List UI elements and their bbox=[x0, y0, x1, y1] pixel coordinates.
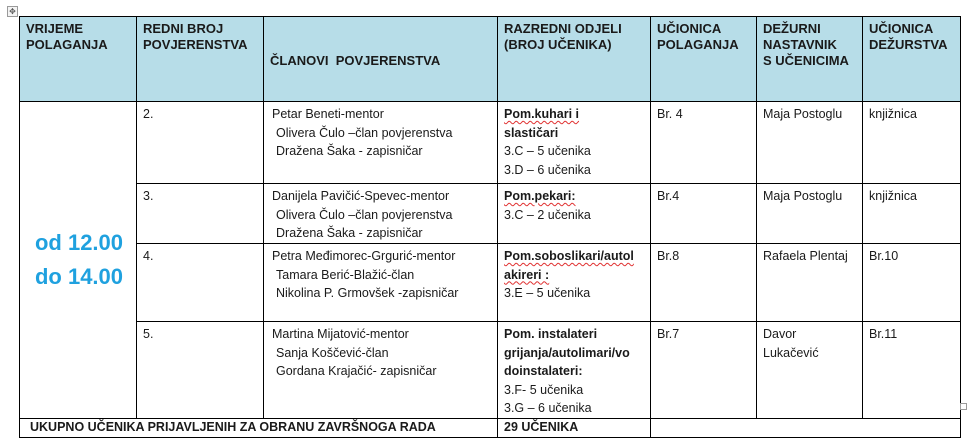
redni-broj: 5. bbox=[137, 322, 264, 419]
table-row bbox=[20, 244, 961, 322]
committee-members: Danijela Pavičić-Spevec-mentor Olivera Čulo –član povjerenstva Dražena Šaka - zapisničar bbox=[264, 184, 498, 244]
redni-broj: 2. bbox=[137, 102, 264, 184]
exam-schedule-table bbox=[19, 16, 961, 438]
table-resize-handle[interactable] bbox=[960, 403, 967, 410]
header-ucionica-dezurstva: UČIONICA DEŽURSTVA bbox=[863, 17, 961, 102]
time-to: do 14.00 bbox=[34, 263, 124, 289]
table-move-handle[interactable]: ✥ bbox=[7, 6, 18, 17]
duty-room: knjižnica bbox=[863, 102, 961, 184]
class-groups: Pom.soboslikari/autol akireri : 3.E – 5 učenika bbox=[498, 244, 651, 322]
header-razredni-odjeli: RAZREDNI ODJELI (BROJ UČENIKA) bbox=[498, 17, 651, 102]
committee-members: Martina Mijatović-mentor Sanja Koščević-član Gordana Krajačić- zapisničar bbox=[264, 322, 498, 419]
table-row bbox=[20, 322, 961, 419]
header-vrijeme: VRIJEME POLAGANJA bbox=[20, 17, 137, 102]
duty-room: knjižnica bbox=[863, 184, 961, 244]
exam-room: Br.7 bbox=[651, 322, 757, 419]
total-value: 29 UČENIKA bbox=[498, 418, 651, 437]
table-row bbox=[20, 102, 961, 184]
header-ucionica-polaganja: UČIONICA POLAGANJA bbox=[651, 17, 757, 102]
header-dezurni-nastavnik: DEŽURNI NASTAVNIK S UČENICIMA bbox=[757, 17, 863, 102]
redni-broj: 4. bbox=[137, 244, 264, 322]
total-empty-cell bbox=[651, 418, 961, 437]
class-groups: Pom.kuhari i slastičari 3.C – 5 učenika 3.D – 6 učenika bbox=[498, 102, 651, 184]
class-groups: Pom.pekari: 3.C – 2 učenika bbox=[498, 184, 651, 244]
committee-members: Petra Međimorec-Grgurić-mentor Tamara Berić-Blažić-član Nikolina P. Grmovšek -zapisničar bbox=[264, 244, 498, 322]
duty-room: Br.11 bbox=[863, 322, 961, 419]
exam-room: Br.8 bbox=[651, 244, 757, 322]
exam-room: Br. 4 bbox=[651, 102, 757, 184]
time-from: od 12.00 bbox=[34, 229, 124, 255]
class-groups: Pom. instalateri grijanja/autolimari/vo doinstalateri: 3.F- 5 učenika 3.G – 6 učenika bbox=[498, 322, 651, 419]
table-row bbox=[20, 184, 961, 244]
total-row bbox=[20, 418, 961, 437]
duty-teacher: Maja Postoglu bbox=[757, 184, 863, 244]
header-redni-broj: REDNI BROJ POVJERENSTVA bbox=[137, 17, 264, 102]
duty-room: Br.10 bbox=[863, 244, 961, 322]
header-clanovi: ČLANOVI POVJERENSTVA bbox=[264, 17, 498, 102]
duty-teacher: Rafaela Plentaj bbox=[757, 244, 863, 322]
committee-members: Petar Beneti-mentor Olivera Čulo –član povjerenstva Dražena Šaka - zapisničar bbox=[264, 102, 498, 184]
exam-room: Br.4 bbox=[651, 184, 757, 244]
duty-teacher: Maja Postoglu bbox=[757, 102, 863, 184]
total-label: UKUPNO UČENIKA PRIJAVLJENIH ZA OBRANU ZAVRŠNOGA RADA bbox=[20, 418, 498, 437]
redni-broj: 3. bbox=[137, 184, 264, 244]
header-row bbox=[20, 17, 961, 102]
exam-time-cell bbox=[20, 102, 137, 419]
duty-teacher: Davor Lukačević bbox=[757, 322, 863, 419]
